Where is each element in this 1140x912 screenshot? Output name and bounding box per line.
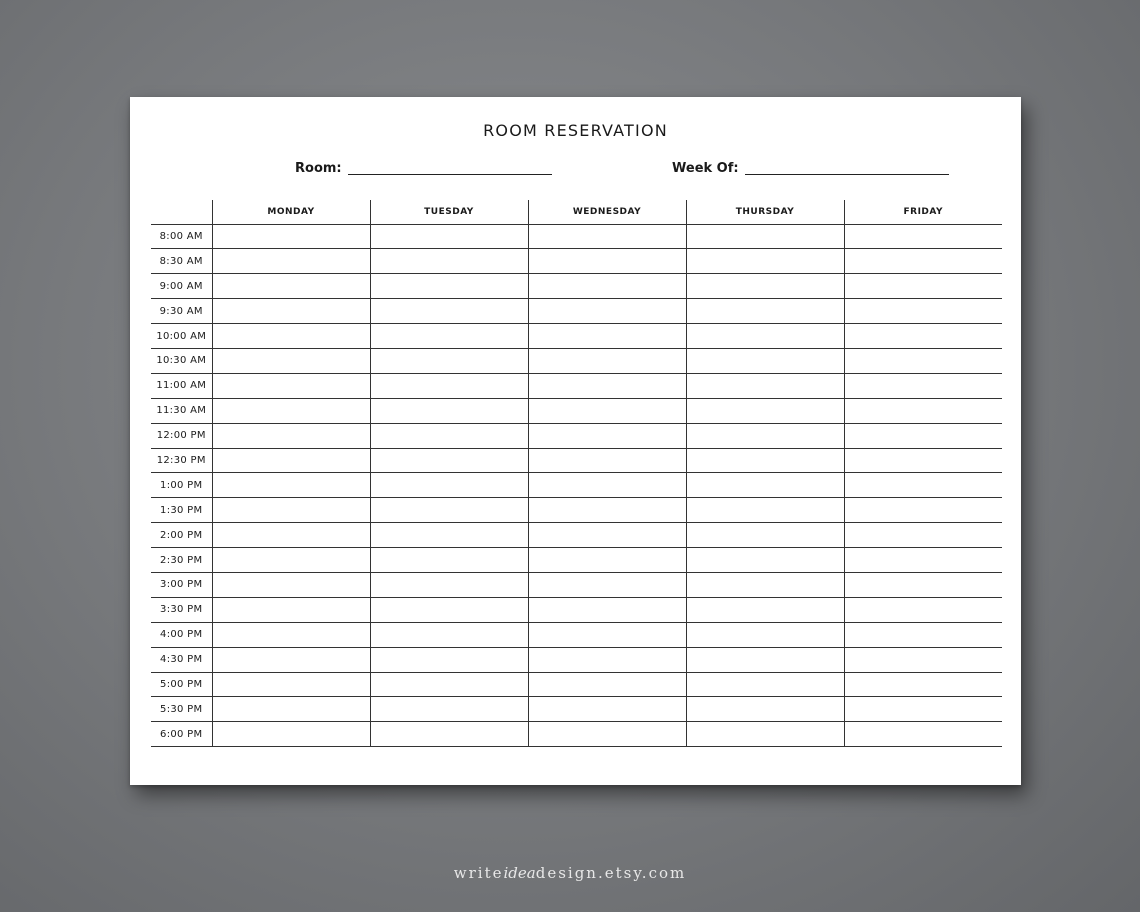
time-label: 3:00 PM [151,572,212,597]
reservation-cell[interactable] [844,647,1002,672]
room-blank-line[interactable] [348,174,552,175]
reservation-cell[interactable] [844,722,1002,747]
reservation-cell[interactable] [528,722,686,747]
time-label: 10:00 AM [151,324,212,349]
reservation-cell[interactable] [370,572,528,597]
reservation-cell[interactable] [370,324,528,349]
day-header: MONDAY [212,200,370,224]
time-slot-row [151,274,1002,299]
reservation-cell[interactable] [844,498,1002,523]
time-label: 8:30 AM [151,249,212,274]
reservation-cell[interactable] [370,473,528,498]
time-label: 2:00 PM [151,523,212,548]
time-label: 5:30 PM [151,697,212,722]
schedule-table [151,200,1002,747]
reservation-cell[interactable] [212,548,370,573]
time-slot-row [151,373,1002,398]
reservation-cell[interactable] [528,373,686,398]
time-label: 11:00 AM [151,373,212,398]
time-label: 1:30 PM [151,498,212,523]
reservation-cell[interactable] [844,572,1002,597]
reservation-cell[interactable] [528,647,686,672]
time-slot-row [151,697,1002,722]
time-label: 6:00 PM [151,722,212,747]
time-slot-row [151,423,1002,448]
day-header-row [151,200,1002,224]
day-header: FRIDAY [844,200,1002,224]
time-label: 11:30 AM [151,398,212,423]
reservation-cell[interactable] [370,697,528,722]
reservation-cell[interactable] [370,448,528,473]
time-slot-row [151,498,1002,523]
reservation-cell[interactable] [686,572,844,597]
week-of-blank-line[interactable] [745,174,949,175]
reservation-cell[interactable] [212,672,370,697]
time-label: 12:30 PM [151,448,212,473]
reservation-cell[interactable] [686,348,844,373]
reservation-cell[interactable] [212,274,370,299]
watermark-middle: idea [503,864,536,882]
time-slot-row [151,523,1002,548]
time-slot-row [151,448,1002,473]
time-slot-row [151,398,1002,423]
schedule-body [151,224,1002,747]
reservation-cell[interactable] [844,448,1002,473]
reservation-cell[interactable] [370,498,528,523]
reservation-cell[interactable] [370,548,528,573]
week-of-label: Week Of: [672,161,739,176]
reservation-cell[interactable] [686,672,844,697]
time-label: 2:30 PM [151,548,212,573]
time-label: 12:00 PM [151,423,212,448]
reservation-cell[interactable] [528,274,686,299]
time-label: 4:00 PM [151,622,212,647]
reservation-cell[interactable] [212,722,370,747]
reservation-cell[interactable] [686,473,844,498]
watermark-url [0,864,1140,882]
time-slot-row [151,249,1002,274]
reservation-cell[interactable] [370,672,528,697]
time-label: 4:30 PM [151,647,212,672]
reservation-cell[interactable] [844,274,1002,299]
reservation-cell[interactable] [370,398,528,423]
reservation-cell[interactable] [844,523,1002,548]
reservation-cell[interactable] [370,348,528,373]
reservation-cell[interactable] [686,224,844,249]
reservation-cell[interactable] [528,498,686,523]
time-slot-row [151,473,1002,498]
day-header: TUESDAY [370,200,528,224]
time-slot-row [151,722,1002,747]
reservation-cell[interactable] [686,299,844,324]
time-label: 3:30 PM [151,597,212,622]
reservation-cell[interactable] [212,448,370,473]
time-label: 10:30 AM [151,348,212,373]
reservation-cell[interactable] [528,523,686,548]
time-slot-row [151,324,1002,349]
reservation-cell[interactable] [686,398,844,423]
reservation-cell[interactable] [212,299,370,324]
reservation-cell[interactable] [528,697,686,722]
reservation-cell[interactable] [528,299,686,324]
watermark-prefix: write [453,864,504,882]
time-slot-row [151,622,1002,647]
reservation-cell[interactable] [844,473,1002,498]
reservation-cell[interactable] [844,423,1002,448]
room-label: Room: [295,161,342,176]
reservation-cell[interactable] [370,523,528,548]
reservation-cell[interactable] [686,423,844,448]
reservation-cell[interactable] [686,548,844,573]
reservation-cell[interactable] [528,548,686,573]
day-header: THURSDAY [686,200,844,224]
time-slot-row [151,572,1002,597]
reservation-cell[interactable] [370,647,528,672]
reservation-cell[interactable] [844,548,1002,573]
watermark-suffix: design.etsy.com [535,864,687,882]
reservation-cell[interactable] [686,324,844,349]
reservation-cell[interactable] [686,722,844,747]
reservation-cell[interactable] [844,597,1002,622]
time-header-cell [151,200,212,224]
reservation-cell[interactable] [844,398,1002,423]
reservation-cell[interactable] [844,672,1002,697]
reservation-cell[interactable] [370,597,528,622]
reservation-cell[interactable] [212,572,370,597]
reservation-cell[interactable] [686,498,844,523]
document-title: ROOM RESERVATION [483,121,668,140]
reservation-cell[interactable] [528,572,686,597]
reservation-cell[interactable] [686,523,844,548]
time-label: 9:30 AM [151,299,212,324]
reservation-cell[interactable] [686,274,844,299]
reservation-cell[interactable] [686,597,844,622]
reservation-cell[interactable] [844,622,1002,647]
reservation-cell[interactable] [686,697,844,722]
reservation-cell[interactable] [686,373,844,398]
reservation-cell[interactable] [212,647,370,672]
time-slot-row [151,548,1002,573]
reservation-cell[interactable] [686,249,844,274]
reservation-cell[interactable] [528,448,686,473]
reservation-cell[interactable] [370,249,528,274]
reservation-cell[interactable] [212,398,370,423]
reservation-cell[interactable] [212,423,370,448]
time-slot-row [151,348,1002,373]
reservation-cell[interactable] [370,722,528,747]
reservation-cell[interactable] [212,473,370,498]
reservation-cell[interactable] [528,324,686,349]
reservation-cell[interactable] [686,448,844,473]
reservation-cell[interactable] [528,249,686,274]
time-label: 1:00 PM [151,473,212,498]
time-label: 5:00 PM [151,672,212,697]
reservation-cell[interactable] [528,473,686,498]
reservation-cell[interactable] [528,622,686,647]
reservation-cell[interactable] [212,224,370,249]
reservation-cell[interactable] [212,348,370,373]
reservation-cell[interactable] [528,398,686,423]
time-label: 8:00 AM [151,224,212,249]
time-slot-row [151,672,1002,697]
reservation-cell[interactable] [686,622,844,647]
reservation-cell[interactable] [370,274,528,299]
reservation-cell[interactable] [528,423,686,448]
reservation-cell[interactable] [844,224,1002,249]
time-slot-row [151,647,1002,672]
reservation-cell[interactable] [370,622,528,647]
reservation-cell[interactable] [212,523,370,548]
time-slot-row [151,224,1002,249]
reservation-cell[interactable] [212,249,370,274]
time-slot-row [151,597,1002,622]
room-field [295,159,552,177]
reservation-cell[interactable] [212,498,370,523]
reservation-cell[interactable] [212,697,370,722]
reservation-cell[interactable] [370,423,528,448]
reservation-cell[interactable] [844,348,1002,373]
reservation-cell[interactable] [844,373,1002,398]
reservation-sheet [130,97,1021,785]
week-of-field [672,159,949,177]
reservation-cell[interactable] [212,373,370,398]
reservation-cell[interactable] [528,672,686,697]
reservation-cell[interactable] [844,324,1002,349]
reservation-cell[interactable] [844,299,1002,324]
time-slot-row [151,299,1002,324]
reservation-cell[interactable] [370,299,528,324]
time-label: 9:00 AM [151,274,212,299]
reservation-cell[interactable] [686,647,844,672]
reservation-cell[interactable] [528,597,686,622]
day-header: WEDNESDAY [528,200,686,224]
reservation-cell[interactable] [528,348,686,373]
reservation-cell[interactable] [212,324,370,349]
reservation-cell[interactable] [212,597,370,622]
reservation-cell[interactable] [528,224,686,249]
reservation-cell[interactable] [370,224,528,249]
reservation-cell[interactable] [844,697,1002,722]
reservation-cell[interactable] [212,622,370,647]
reservation-cell[interactable] [844,249,1002,274]
reservation-cell[interactable] [370,373,528,398]
